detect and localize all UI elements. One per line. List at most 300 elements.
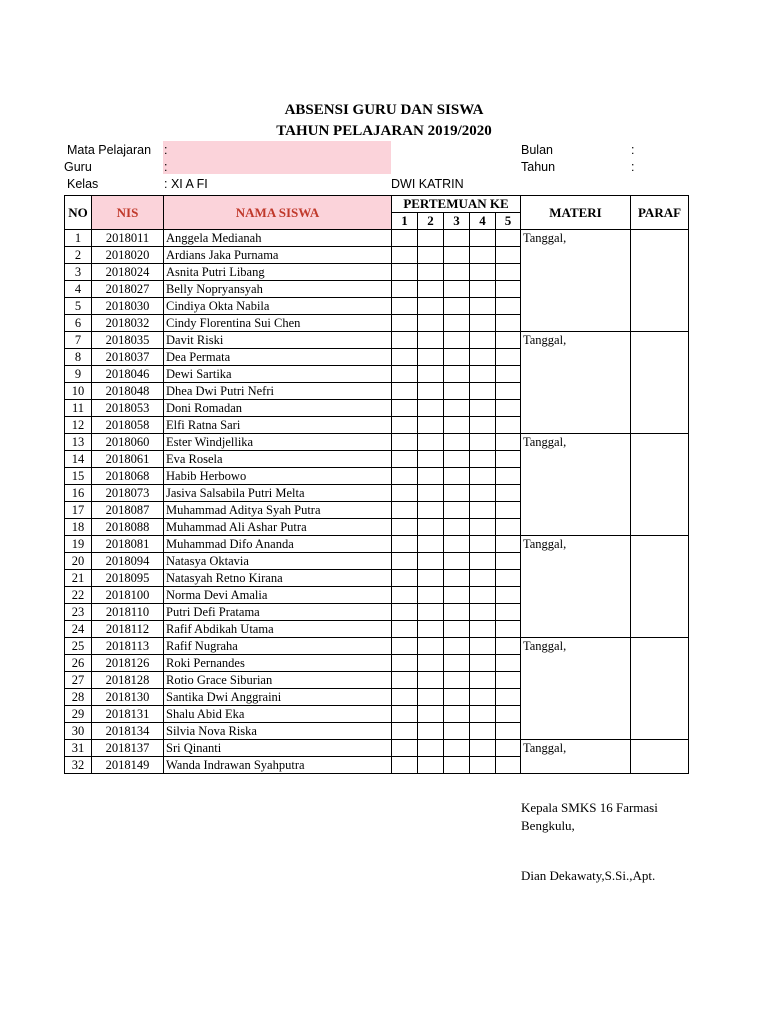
attendance-cell[interactable]	[496, 485, 521, 502]
row-nis: 2018100	[92, 587, 164, 604]
row-student-name: Muhammad Difo Ananda	[164, 536, 392, 553]
attendance-cell[interactable]	[418, 723, 444, 740]
attendance-cell[interactable]	[496, 281, 521, 298]
row-nis: 2018130	[92, 689, 164, 706]
attendance-cell[interactable]	[496, 757, 521, 774]
attendance-cell[interactable]	[418, 689, 444, 706]
row-number: 11	[65, 400, 92, 417]
attendance-cell[interactable]	[470, 315, 496, 332]
row-number: 3	[65, 264, 92, 281]
attendance-cell[interactable]	[470, 519, 496, 536]
attendance-cell[interactable]	[496, 417, 521, 434]
attendance-cell[interactable]	[496, 621, 521, 638]
attendance-cell[interactable]	[444, 655, 470, 672]
attendance-cell[interactable]	[418, 264, 444, 281]
teacher-name: DWI KATRIN	[391, 177, 464, 191]
document-subtitle: TAHUN PELAJARAN 2019/2020	[276, 123, 492, 139]
attendance-cell[interactable]	[392, 468, 418, 485]
attendance-cell[interactable]	[392, 689, 418, 706]
attendance-cell[interactable]	[392, 417, 418, 434]
row-number: 18	[65, 519, 92, 536]
attendance-cell[interactable]	[444, 349, 470, 366]
attendance-cell[interactable]	[444, 468, 470, 485]
table-row	[65, 740, 689, 757]
row-nis: 2018137	[92, 740, 164, 757]
row-student-name: Cindy Florentina Sui Chen	[164, 315, 392, 332]
attendance-cell[interactable]	[418, 570, 444, 587]
attendance-cell[interactable]	[418, 366, 444, 383]
attendance-cell[interactable]	[470, 400, 496, 417]
attendance-cell[interactable]	[496, 638, 521, 655]
attendance-cell[interactable]	[470, 604, 496, 621]
attendance-cell[interactable]	[444, 417, 470, 434]
attendance-cell[interactable]	[496, 298, 521, 315]
table-row	[65, 638, 689, 655]
row-nis: 2018081	[92, 536, 164, 553]
row-nis: 2018024	[92, 264, 164, 281]
attendance-cell[interactable]	[470, 298, 496, 315]
attendance-cell[interactable]	[496, 706, 521, 723]
attendance-cell[interactable]	[444, 553, 470, 570]
table-row	[65, 230, 689, 247]
table-row	[65, 332, 689, 349]
row-nis: 2018011	[92, 230, 164, 247]
attendance-cell[interactable]	[418, 332, 444, 349]
attendance-cell[interactable]	[418, 621, 444, 638]
row-nis: 2018046	[92, 366, 164, 383]
attendance-cell[interactable]	[392, 706, 418, 723]
mata-pelajaran-value[interactable]: :	[164, 143, 168, 157]
attendance-cell[interactable]	[418, 315, 444, 332]
attendance-cell[interactable]	[444, 638, 470, 655]
attendance-cell[interactable]	[496, 230, 521, 247]
row-nis: 2018094	[92, 553, 164, 570]
attendance-cell[interactable]	[470, 536, 496, 553]
row-student-name: Doni Romadan	[164, 400, 392, 417]
attendance-cell[interactable]	[418, 230, 444, 247]
attendance-cell[interactable]	[418, 706, 444, 723]
bulan-value[interactable]: :	[631, 143, 635, 157]
row-number: 25	[65, 638, 92, 655]
attendance-cell[interactable]	[392, 638, 418, 655]
attendance-cell[interactable]	[444, 604, 470, 621]
row-number: 23	[65, 604, 92, 621]
attendance-cell[interactable]	[470, 349, 496, 366]
row-student-name: Ester Windjellika	[164, 434, 392, 451]
attendance-cell[interactable]	[470, 247, 496, 264]
pertemuan-number: 2	[418, 213, 444, 230]
attendance-cell[interactable]	[470, 451, 496, 468]
attendance-cell[interactable]	[444, 247, 470, 264]
attendance-cell[interactable]	[392, 264, 418, 281]
row-number: 27	[65, 672, 92, 689]
row-number: 24	[65, 621, 92, 638]
attendance-cell[interactable]	[418, 417, 444, 434]
row-number: 16	[65, 485, 92, 502]
row-nis: 2018027	[92, 281, 164, 298]
row-number: 12	[65, 417, 92, 434]
attendance-cell[interactable]	[418, 281, 444, 298]
attendance-cell[interactable]	[444, 298, 470, 315]
materi-cell[interactable]: Tanggal,	[521, 536, 631, 638]
row-number: 4	[65, 281, 92, 298]
row-student-name: Davit Riski	[164, 332, 392, 349]
attendance-cell[interactable]	[444, 502, 470, 519]
row-student-name: Wanda Indrawan Syahputra	[164, 757, 392, 774]
attendance-cell[interactable]	[444, 757, 470, 774]
attendance-cell[interactable]	[392, 536, 418, 553]
row-nis: 2018058	[92, 417, 164, 434]
row-student-name: Habib Herbowo	[164, 468, 392, 485]
materi-cell[interactable]: Tanggal,	[521, 740, 631, 774]
row-number: 26	[65, 655, 92, 672]
input-highlight	[163, 141, 391, 174]
mata-pelajaran-label: Mata Pelajaran	[67, 143, 152, 157]
kelas-label: Kelas	[67, 177, 99, 191]
materi-cell[interactable]: Tanggal,	[521, 434, 631, 536]
row-number: 30	[65, 723, 92, 740]
attendance-cell[interactable]	[392, 298, 418, 315]
col-header-nis: NIS	[92, 196, 164, 230]
attendance-cell[interactable]	[470, 485, 496, 502]
attendance-cell[interactable]	[496, 332, 521, 349]
row-number: 8	[65, 349, 92, 366]
attendance-cell[interactable]	[392, 451, 418, 468]
row-number: 10	[65, 383, 92, 400]
attendance-cell[interactable]	[444, 451, 470, 468]
attendance-cell[interactable]	[496, 740, 521, 757]
attendance-cell[interactable]	[444, 570, 470, 587]
row-student-name: Dea Permata	[164, 349, 392, 366]
attendance-cell[interactable]	[470, 281, 496, 298]
attendance-cell[interactable]	[418, 536, 444, 553]
row-nis: 2018048	[92, 383, 164, 400]
row-student-name: Belly Nopryansyah	[164, 281, 392, 298]
attendance-cell[interactable]	[496, 587, 521, 604]
row-nis: 2018149	[92, 757, 164, 774]
attendance-cell[interactable]	[444, 587, 470, 604]
col-header-materi: MATERI	[521, 196, 631, 230]
row-nis: 2018061	[92, 451, 164, 468]
attendance-cell[interactable]	[496, 519, 521, 536]
attendance-cell[interactable]	[496, 383, 521, 400]
attendance-cell[interactable]	[496, 366, 521, 383]
attendance-cell[interactable]	[496, 451, 521, 468]
attendance-cell[interactable]	[392, 366, 418, 383]
attendance-cell[interactable]	[470, 723, 496, 740]
attendance-cell[interactable]	[418, 655, 444, 672]
attendance-cell[interactable]	[496, 570, 521, 587]
attendance-cell[interactable]	[444, 672, 470, 689]
attendance-cell[interactable]	[418, 468, 444, 485]
attendance-cell[interactable]	[470, 672, 496, 689]
attendance-cell[interactable]	[444, 519, 470, 536]
row-nis: 2018020	[92, 247, 164, 264]
attendance-cell[interactable]	[418, 757, 444, 774]
attendance-cell[interactable]	[496, 723, 521, 740]
table-row	[65, 434, 689, 451]
row-student-name: Elfi Ratna Sari	[164, 417, 392, 434]
row-student-name: Asnita Putri Libang	[164, 264, 392, 281]
row-nis: 2018030	[92, 298, 164, 315]
row-number: 5	[65, 298, 92, 315]
col-header-nama: NAMA SISWA	[164, 196, 392, 230]
attendance-cell[interactable]	[444, 689, 470, 706]
row-student-name: Eva Rosela	[164, 451, 392, 468]
row-nis: 2018113	[92, 638, 164, 655]
signature-title: Kepala SMKS 16 Farmasi	[521, 800, 658, 815]
col-header-paraf: PARAF	[631, 196, 689, 230]
attendance-cell[interactable]	[392, 757, 418, 774]
row-nis: 2018032	[92, 315, 164, 332]
attendance-cell[interactable]	[444, 740, 470, 757]
row-nis: 2018088	[92, 519, 164, 536]
row-number: 31	[65, 740, 92, 757]
attendance-cell[interactable]	[418, 502, 444, 519]
row-nis: 2018095	[92, 570, 164, 587]
attendance-cell[interactable]	[470, 740, 496, 757]
attendance-cell[interactable]	[392, 315, 418, 332]
attendance-cell[interactable]	[496, 434, 521, 451]
attendance-cell[interactable]	[418, 451, 444, 468]
paraf-cell[interactable]	[631, 434, 689, 536]
row-student-name: Sri Qinanti	[164, 740, 392, 757]
attendance-cell[interactable]	[496, 468, 521, 485]
attendance-cell[interactable]	[470, 417, 496, 434]
attendance-cell[interactable]	[444, 723, 470, 740]
attendance-cell[interactable]	[392, 502, 418, 519]
tahun-value[interactable]: :	[631, 160, 635, 174]
row-student-name: Muhammad Ali Ashar Putra	[164, 519, 392, 536]
paraf-cell[interactable]	[631, 332, 689, 434]
attendance-cell[interactable]	[444, 315, 470, 332]
row-student-name: Natasyah Retno Kirana	[164, 570, 392, 587]
attendance-cell[interactable]	[444, 230, 470, 247]
paraf-cell[interactable]	[631, 638, 689, 740]
attendance-cell[interactable]	[496, 655, 521, 672]
attendance-cell[interactable]	[418, 740, 444, 757]
row-student-name: Muhammad Aditya Syah Putra	[164, 502, 392, 519]
attendance-cell[interactable]	[470, 655, 496, 672]
attendance-cell[interactable]	[444, 706, 470, 723]
attendance-cell[interactable]	[496, 400, 521, 417]
attendance-cell[interactable]	[470, 553, 496, 570]
attendance-cell[interactable]	[418, 247, 444, 264]
row-student-name: Dewi Sartika	[164, 366, 392, 383]
attendance-cell[interactable]	[392, 247, 418, 264]
attendance-cell[interactable]	[496, 264, 521, 281]
attendance-cell[interactable]	[392, 383, 418, 400]
signature-place: Bengkulu,	[521, 818, 575, 833]
attendance-cell[interactable]	[470, 706, 496, 723]
attendance-cell[interactable]	[418, 604, 444, 621]
attendance-cell[interactable]	[496, 604, 521, 621]
attendance-cell[interactable]	[418, 519, 444, 536]
kelas-value: : XI A FI	[164, 177, 208, 191]
attendance-cell[interactable]	[392, 723, 418, 740]
row-student-name: Cindiya Okta Nabila	[164, 298, 392, 315]
attendance-cell[interactable]	[392, 281, 418, 298]
row-number: 7	[65, 332, 92, 349]
attendance-cell[interactable]	[418, 485, 444, 502]
row-student-name: Natasya Oktavia	[164, 553, 392, 570]
row-number: 14	[65, 451, 92, 468]
attendance-cell[interactable]	[418, 553, 444, 570]
attendance-cell[interactable]	[392, 672, 418, 689]
attendance-cell[interactable]	[496, 247, 521, 264]
attendance-cell[interactable]	[470, 638, 496, 655]
row-student-name: Putri Defi Pratama	[164, 604, 392, 621]
row-number: 6	[65, 315, 92, 332]
attendance-cell[interactable]	[470, 332, 496, 349]
attendance-cell[interactable]	[392, 553, 418, 570]
row-number: 13	[65, 434, 92, 451]
row-student-name: Roki Pernandes	[164, 655, 392, 672]
col-header-no: NO	[65, 196, 92, 230]
row-nis: 2018134	[92, 723, 164, 740]
attendance-cell[interactable]	[392, 570, 418, 587]
paraf-cell[interactable]	[631, 230, 689, 332]
row-number: 29	[65, 706, 92, 723]
attendance-cell[interactable]	[444, 366, 470, 383]
row-number: 9	[65, 366, 92, 383]
row-student-name: Jasiva Salsabila Putri Melta	[164, 485, 392, 502]
attendance-cell[interactable]	[392, 740, 418, 757]
attendance-cell[interactable]	[392, 400, 418, 417]
attendance-cell[interactable]	[392, 332, 418, 349]
attendance-cell[interactable]	[418, 349, 444, 366]
row-student-name: Anggela Medianah	[164, 230, 392, 247]
row-nis: 2018128	[92, 672, 164, 689]
attendance-cell[interactable]	[418, 400, 444, 417]
row-student-name: Rafif Nugraha	[164, 638, 392, 655]
row-student-name: Silvia Nova Riska	[164, 723, 392, 740]
row-number: 19	[65, 536, 92, 553]
pertemuan-number: 5	[496, 213, 521, 230]
row-nis: 2018053	[92, 400, 164, 417]
row-student-name: Rafif Abdikah Utama	[164, 621, 392, 638]
attendance-cell[interactable]	[496, 672, 521, 689]
attendance-cell[interactable]	[496, 689, 521, 706]
attendance-cell[interactable]	[470, 468, 496, 485]
row-student-name: Dhea Dwi Putri Nefri	[164, 383, 392, 400]
row-number: 17	[65, 502, 92, 519]
attendance-cell[interactable]	[444, 281, 470, 298]
attendance-cell[interactable]	[392, 621, 418, 638]
pertemuan-number: 1	[392, 213, 418, 230]
attendance-cell[interactable]	[392, 587, 418, 604]
paraf-cell[interactable]	[631, 536, 689, 638]
materi-cell[interactable]: Tanggal,	[521, 230, 631, 332]
attendance-cell[interactable]	[444, 536, 470, 553]
attendance-cell[interactable]	[392, 519, 418, 536]
signature-name: Dian Dekawaty,S.Si.,Apt.	[521, 868, 656, 883]
attendance-cell[interactable]	[470, 383, 496, 400]
row-nis: 2018110	[92, 604, 164, 621]
row-number: 21	[65, 570, 92, 587]
guru-label: Guru	[64, 160, 92, 174]
row-nis: 2018035	[92, 332, 164, 349]
attendance-cell[interactable]	[444, 383, 470, 400]
attendance-cell[interactable]	[470, 230, 496, 247]
row-number: 1	[65, 230, 92, 247]
attendance-cell[interactable]	[470, 757, 496, 774]
attendance-cell[interactable]	[392, 349, 418, 366]
row-nis: 2018112	[92, 621, 164, 638]
guru-value[interactable]: :	[164, 160, 168, 174]
row-nis: 2018060	[92, 434, 164, 451]
attendance-cell[interactable]	[496, 315, 521, 332]
attendance-cell[interactable]	[444, 485, 470, 502]
attendance-cell[interactable]	[392, 604, 418, 621]
materi-cell[interactable]: Tanggal,	[521, 638, 631, 740]
attendance-cell[interactable]	[470, 264, 496, 281]
row-number: 2	[65, 247, 92, 264]
attendance-cell[interactable]	[392, 230, 418, 247]
row-nis: 2018073	[92, 485, 164, 502]
row-student-name: Shalu Abid Eka	[164, 706, 392, 723]
paraf-cell[interactable]	[631, 740, 689, 774]
row-student-name: Ardians Jaka Purnama	[164, 247, 392, 264]
row-number: 32	[65, 757, 92, 774]
attendance-cell[interactable]	[496, 536, 521, 553]
pertemuan-number: 3	[444, 213, 470, 230]
attendance-cell[interactable]	[418, 383, 444, 400]
attendance-cell[interactable]	[470, 587, 496, 604]
row-number: 15	[65, 468, 92, 485]
attendance-cell[interactable]	[470, 502, 496, 519]
document-title: ABSENSI GURU DAN SISWA	[284, 102, 484, 118]
row-number: 22	[65, 587, 92, 604]
row-nis: 2018126	[92, 655, 164, 672]
materi-cell[interactable]: Tanggal,	[521, 332, 631, 434]
row-nis: 2018131	[92, 706, 164, 723]
row-student-name: Rotio Grace Siburian	[164, 672, 392, 689]
attendance-cell[interactable]	[470, 689, 496, 706]
attendance-cell[interactable]	[418, 638, 444, 655]
attendance-cell[interactable]	[444, 332, 470, 349]
attendance-cell[interactable]	[470, 366, 496, 383]
attendance-cell[interactable]	[418, 587, 444, 604]
attendance-cell[interactable]	[444, 434, 470, 451]
attendance-cell[interactable]	[418, 298, 444, 315]
attendance-table	[64, 195, 689, 774]
attendance-cell[interactable]	[496, 349, 521, 366]
row-nis: 2018068	[92, 468, 164, 485]
row-student-name: Norma Devi Amalia	[164, 587, 392, 604]
row-nis: 2018037	[92, 349, 164, 366]
row-student-name: Santika Dwi Anggraini	[164, 689, 392, 706]
attendance-cell[interactable]	[470, 434, 496, 451]
attendance-cell[interactable]	[444, 621, 470, 638]
table-row	[65, 536, 689, 553]
tahun-label: Tahun	[521, 160, 556, 174]
attendance-cell[interactable]	[392, 485, 418, 502]
attendance-cell[interactable]	[470, 621, 496, 638]
attendance-cell[interactable]	[444, 400, 470, 417]
attendance-cell[interactable]	[392, 655, 418, 672]
attendance-cell[interactable]	[444, 264, 470, 281]
attendance-cell[interactable]	[418, 434, 444, 451]
attendance-cell[interactable]	[496, 502, 521, 519]
attendance-cell[interactable]	[496, 553, 521, 570]
row-number: 28	[65, 689, 92, 706]
attendance-cell[interactable]	[418, 672, 444, 689]
bulan-label: Bulan	[521, 143, 553, 157]
attendance-cell[interactable]	[392, 434, 418, 451]
attendance-cell[interactable]	[470, 570, 496, 587]
row-number: 20	[65, 553, 92, 570]
